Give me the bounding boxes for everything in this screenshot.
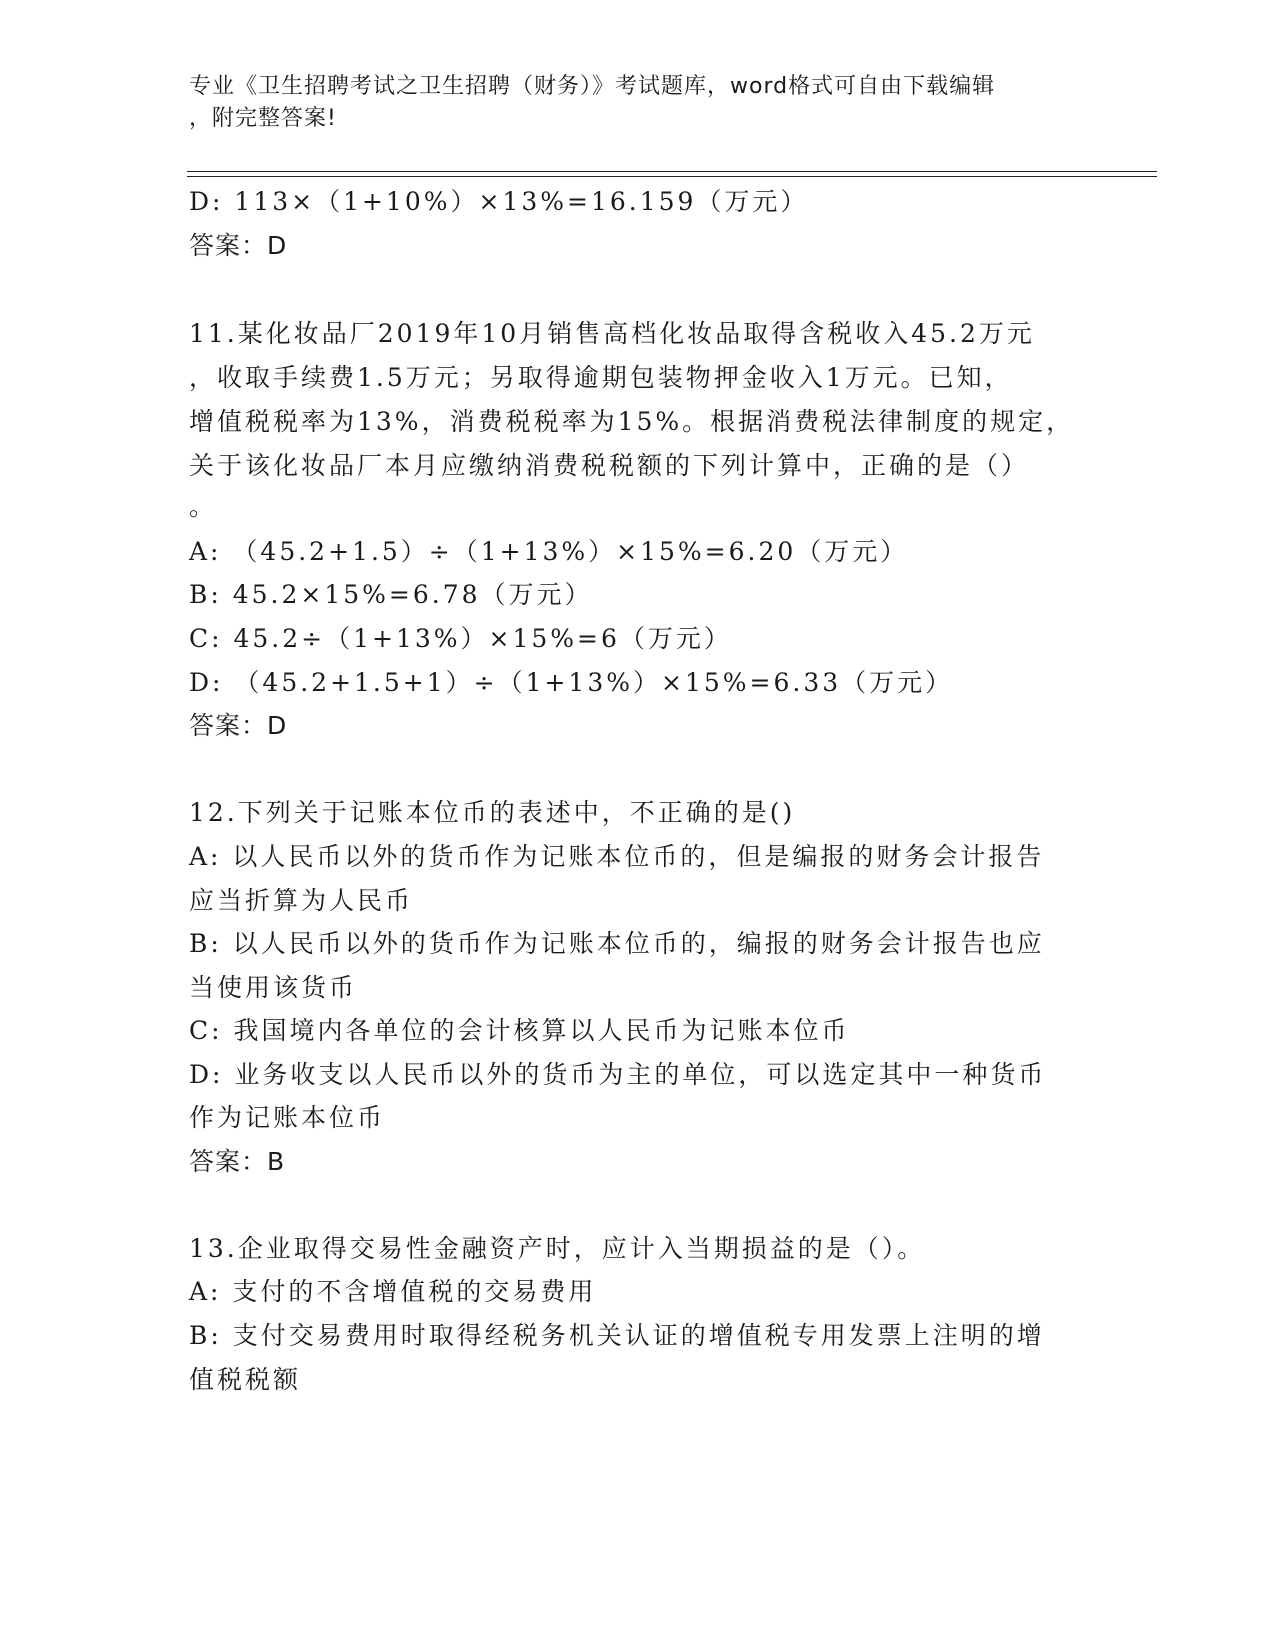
q12-option-b-line-1: B: 以人民币以外的货币作为记账本位币的，编报的财务会计报告也应 [189,929,1045,958]
q11-option-c: C: 45.2÷（1+13%）×15%=6（万元） [189,624,732,653]
q10-option-d: D: 113×（1+10%）×13%=16.159（万元） [189,187,809,216]
q12-stem: 12.下列关于记账本位币的表述中，不正确的是() [189,798,796,827]
q12-option-a-line-2: 应当折算为人民币 [189,886,414,915]
q13-option-a: A: 支付的不含增值税的交易费用 [189,1277,597,1306]
q13-option-b-line-2: 值税税额 [189,1365,302,1394]
q13-stem: 13.企业取得交易性金融资产时，应计入当期损益的是（）。 [189,1234,926,1263]
q12-option-d-line-2: 作为记账本位币 [189,1103,386,1132]
header-rule-bottom [187,176,1157,177]
q12-option-a-line-1: A: 以人民币以外的货币作为记账本位币的，但是编报的财务会计报告 [189,842,1045,871]
q12-answer: 答案：B [189,1147,286,1176]
q12-option-c: C: 我国境内各单位的会计核算以人民币为记账本位币 [189,1016,850,1045]
q11-stem-line-4: 关于该化妆品厂本月应缴纳消费税税额的下列计算中，正确的是（） [189,451,1030,480]
q11-stem-line-2: ，收取手续费1.5万元；另取得逾期包装物押金收入1万元。已知， [189,363,1013,392]
q11-answer: 答案：D [189,711,288,740]
q11-option-a: A: （45.2+1.5）÷（1+13%）×15%=6.20（万元） [189,537,909,566]
q11-stem-line-1: 11.某化妆品厂2019年10月销售高档化妆品取得含税收入45.2万元 [189,319,1035,348]
q11-option-b: B: 45.2×15%=6.78（万元） [189,580,593,609]
header-line-2: ，附完整答案! [189,106,337,131]
q12-option-d-line-1: D: 业务收支以人民币以外的货币为主的单位，可以选定其中一种货币 [189,1060,1047,1089]
q12-option-b-line-2: 当使用该货币 [189,973,358,1002]
header-line-1: 专业《卫生招聘考试之卫生招聘（财务）》考试题库，word格式可自由下载编辑 [189,74,996,99]
q11-stem-line-3: 增值税税率为13%，消费税税率为15%。根据消费税法律制度的规定， [189,407,1075,436]
q11-stem-line-5: 。 [189,492,218,521]
q10-answer: 答案：D [189,231,288,260]
q11-option-d: D: （45.2+1.5+1）÷（1+13%）×15%=6.33（万元） [189,668,954,697]
header-rule-top [187,171,1157,172]
q13-option-b-line-1: B: 支付交易费用时取得经税务机关认证的增值税专用发票上注明的增 [189,1321,1045,1350]
